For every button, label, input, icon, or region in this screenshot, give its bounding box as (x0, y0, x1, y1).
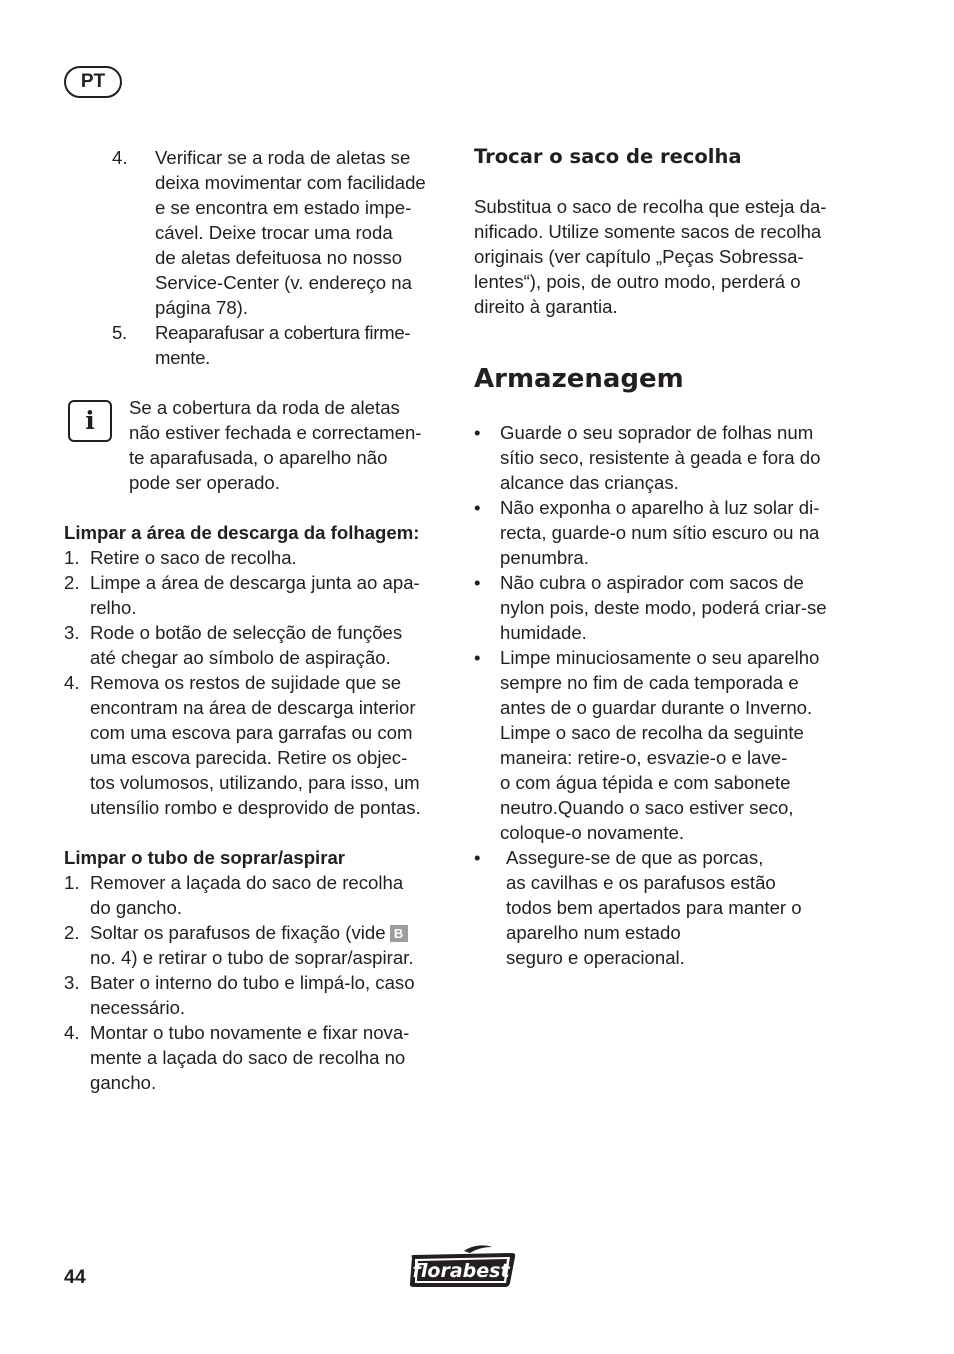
text-line: Rode o botão de selecção de funções (90, 622, 403, 643)
section-discharge (64, 520, 459, 820)
bullet: • (474, 572, 481, 593)
text-line: relho. (90, 597, 137, 618)
text-line: seguro e operacional. (506, 947, 685, 968)
list-number: 4. (64, 672, 80, 693)
list-item (64, 670, 459, 820)
text-line: necessário. (90, 997, 186, 1018)
text-line: pode ser operado. (129, 472, 280, 493)
text-line: de aletas defeituosa no nosso (155, 247, 403, 268)
list-item (474, 420, 874, 495)
text-line: Não cubra o aspirador com sacos de (500, 572, 804, 593)
text-line: Remover a laçada do saco de recolha (90, 872, 404, 893)
text-line: até chegar ao símbolo de aspiração. (90, 647, 391, 668)
text-line: neutro.Quando o saco estiver seco, (500, 797, 794, 818)
logo-text: florabest (412, 1260, 510, 1282)
list-item (64, 545, 459, 570)
section-heading: Limpar a área de descarga da folhagem: (64, 522, 420, 543)
text-line: Limpe a área de descarga junta ao apa- (90, 572, 420, 593)
text-line: Retire o saco de recolha. (90, 547, 297, 568)
florabest-logo (406, 1243, 518, 1289)
section-tube (64, 845, 459, 1095)
section-storage-list (474, 420, 874, 970)
text-line: página 78). (155, 297, 249, 318)
text-line: Não exponha o aparelho à luz solar di- (500, 497, 820, 518)
text-line: nificado. Utilize somente sacos de recolha (474, 221, 822, 242)
list-number: 5. (112, 322, 127, 343)
list-number: 3. (64, 622, 80, 643)
text-line: o com água tépida e com sabonete (500, 772, 791, 793)
list-item (64, 620, 459, 670)
text-line: Substitua o saco de recolha que esteja da- (474, 196, 827, 217)
text-line: sempre no fim de cada temporada e (500, 672, 799, 693)
text-line: no. 4) e retirar o tubo de soprar/aspirar. (90, 947, 414, 968)
text-line: gancho. (90, 1072, 157, 1093)
text-line: Limpe minuciosamente o seu aparelho (500, 647, 820, 668)
list-number: 4. (112, 147, 128, 168)
text-line: humidade. (500, 622, 587, 643)
left-top-list (112, 145, 457, 370)
list-item (474, 845, 874, 970)
text-line: penumbra. (500, 547, 589, 568)
text-line: mente a laçada do saco de recolha no (90, 1047, 406, 1068)
text-line: direito à garantia. (474, 296, 618, 317)
list-item (64, 1020, 459, 1095)
text-line: originais (ver capítulo „Peças Sobressa- (474, 246, 804, 267)
text-line: cável. Deixe trocar uma roda (155, 222, 393, 243)
info-note-text (129, 395, 459, 495)
figure-ref-badge: B (390, 925, 408, 942)
language-badge: PT (64, 66, 122, 98)
text-line: Service-Center (v. endereço na (155, 272, 412, 293)
text-line: do gancho. (90, 897, 183, 918)
list-number: 1. (64, 547, 80, 568)
page-section-title: Armazenagem (474, 364, 684, 394)
list-number: 2. (64, 572, 80, 593)
list-item (64, 920, 459, 970)
text-line: Se a cobertura da roda de aletas (129, 397, 400, 418)
text-line: alcance das crianças. (500, 472, 679, 493)
text-line: Verificar se a roda de aletas se (155, 147, 411, 168)
text-line: aparelho num estado (506, 922, 681, 943)
text-line: maneira: retire-o, esvazie-o e lave- (500, 747, 788, 768)
logo-graphic (406, 1243, 518, 1289)
text-line: uma escova parecida. Retire os objec- (90, 747, 408, 768)
list-item (64, 970, 459, 1020)
text-line: tos volumosos, utilizando, para isso, um (90, 772, 420, 793)
text-line-part: Soltar os parafusos de fixação (vide (90, 922, 386, 943)
list-item (112, 320, 457, 370)
section-heading: Limpar o tubo de soprar/aspirar (64, 847, 346, 868)
text-line: com uma escova para garrafas ou com (90, 722, 413, 743)
text-line: Assegure-se de que as porcas, (506, 847, 764, 868)
text-line: nylon pois, deste modo, poderá criar-se (500, 597, 827, 618)
storage-heading-wrap (474, 364, 869, 394)
bullet: • (474, 497, 481, 518)
text-line: Limpe o saco de recolha da seguinte (500, 722, 804, 743)
list-item (64, 570, 459, 620)
page-number: 44 (64, 1266, 86, 1288)
text-line: todos bem apertados para manter o (506, 897, 802, 918)
text-line: Reaparafusar a cobertura firme- (155, 322, 411, 343)
text-line: deixa movimentar com facilidade (155, 172, 426, 193)
text-line: as cavilhas e os parafusos estão (506, 872, 776, 893)
text-line: encontram na área de descarga interior (90, 697, 416, 718)
list-item (474, 570, 874, 645)
text-line: antes de o guardar durante o Inverno. (500, 697, 813, 718)
list-item (64, 870, 459, 920)
text-line: recta, guarde-o num sítio escuro ou na (500, 522, 820, 543)
bullet: • (474, 422, 481, 443)
bullet: • (474, 847, 481, 868)
info-glyph: i (85, 406, 95, 435)
list-number: 3. (64, 972, 80, 993)
text-line: Guarde o seu soprador de folhas num (500, 422, 814, 443)
text-line (90, 920, 459, 945)
list-item (112, 145, 457, 320)
text-line: Bater o interno do tubo e limpá-lo, caso (90, 972, 415, 993)
list-item (474, 495, 874, 570)
text-line: Montar o tubo novamente e fixar nova- (90, 1022, 410, 1043)
text-line: mente. (155, 347, 211, 368)
text-line: sítio seco, resistente à geada e fora do (500, 447, 821, 468)
list-number: 4. (64, 1022, 80, 1043)
list-number: 2. (64, 922, 80, 943)
text-line: não estiver fechada e correctamen- (129, 422, 422, 443)
list-item (474, 645, 874, 845)
bullet: • (474, 647, 481, 668)
text-line: te aparafusada, o aparelho não (129, 447, 388, 468)
section-heading: Trocar o saco de recolha (474, 145, 742, 168)
info-icon (68, 400, 112, 442)
text-line: Remova os restos de sujidade que se (90, 672, 402, 693)
text-line: lentes“), pois, de outro modo, perderá o (474, 271, 801, 292)
list-number: 1. (64, 872, 80, 893)
text-line: e se encontra em estado impe- (155, 197, 412, 218)
text-line: utensílio rombo e desprovido de pontas. (90, 797, 421, 818)
text-line: coloque-o novamente. (500, 822, 684, 843)
section-bag (474, 144, 869, 319)
